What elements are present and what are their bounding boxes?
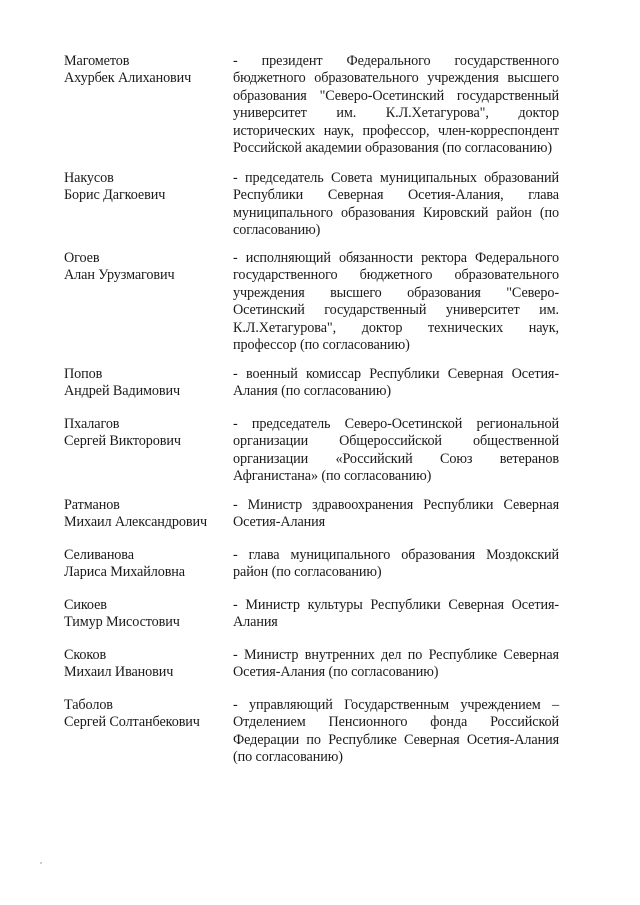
- member-surname: Пхалагов: [64, 416, 120, 432]
- member-surname: Ратманов: [64, 497, 120, 513]
- member-role: - Министр культуры Республики Северная Осетия-Алания: [233, 597, 559, 631]
- member-surname: Попов: [64, 366, 103, 382]
- member-given-name: Алан Урузмагович: [64, 267, 175, 284]
- member-surname: Магометов: [64, 53, 130, 69]
- member-role: - Министр внутренних дел по Республике Северная Осетия-Алания (по согласованию): [233, 647, 559, 681]
- member-surname: Таболов: [64, 697, 113, 713]
- member-given-name: Лариса Михайловна: [64, 564, 185, 581]
- member-role: - управляющий Государственным учреждением – Отделением Пенсионного фонда Российской Федерации по Республике Северная Осетия-Алания (по согласованию): [233, 697, 559, 766]
- member-name: [64, 497, 229, 532]
- member-name: [64, 250, 229, 285]
- member-surname: Сикоев: [64, 597, 107, 613]
- member-role: - президент Федерального государственного бюджетного образовательного учреждения высшего образования "Северо-Осетинский государственный университет им. К.Л.Хетагурова", доктор исторических наук, профессор, член-корреспондент Российской академии образования (по согласованию): [233, 53, 559, 157]
- member-role: - глава муниципального образования Моздокский район (по согласованию): [233, 547, 559, 581]
- member-name: [64, 647, 229, 682]
- member-surname: Накусов: [64, 170, 114, 186]
- member-role: - председатель Северо-Осетинской региональной организации Общероссийской общественной организации «Российский Союз ветеранов Афганистана» (по согласованию): [233, 416, 559, 485]
- scan-speck: [40, 862, 42, 864]
- member-surname: Селиванова: [64, 547, 134, 563]
- member-given-name: Михаил Иванович: [64, 664, 174, 681]
- member-role: - военный комиссар Республики Северная Осетия-Алания (по согласованию): [233, 366, 559, 400]
- member-role: - исполняющий обязанности ректора Федерального государственного бюджетного образовательного учреждения высшего образования "Северо-Осетинский государственный университет им. К.Л.Хетагурова", доктор технических наук, профессор (по согласованию): [233, 250, 559, 354]
- member-given-name: Борис Дагкоевич: [64, 187, 166, 204]
- member-role: - председатель Совета муниципальных образований Республики Северная Осетия-Алания, глава муниципального образования Кировский район (по согласованию): [233, 170, 559, 239]
- member-name: [64, 597, 229, 632]
- member-name: [64, 53, 229, 88]
- member-name: [64, 416, 229, 451]
- member-given-name: Сергей Солтанбекович: [64, 714, 200, 731]
- member-given-name: Ахурбек Алиханович: [64, 70, 192, 87]
- member-name: [64, 170, 229, 205]
- member-given-name: Сергей Викторович: [64, 433, 181, 450]
- member-name: [64, 366, 229, 401]
- member-name: [64, 547, 229, 582]
- member-name: [64, 697, 229, 732]
- member-given-name: Тимур Мисостович: [64, 614, 180, 631]
- member-given-name: Михаил Александрович: [64, 514, 207, 531]
- member-role: - Министр здравоохранения Республики Северная Осетия-Алания: [233, 497, 559, 531]
- member-given-name: Андрей Вадимович: [64, 383, 181, 400]
- member-surname: Скоков: [64, 647, 107, 663]
- member-surname: Огоев: [64, 250, 100, 266]
